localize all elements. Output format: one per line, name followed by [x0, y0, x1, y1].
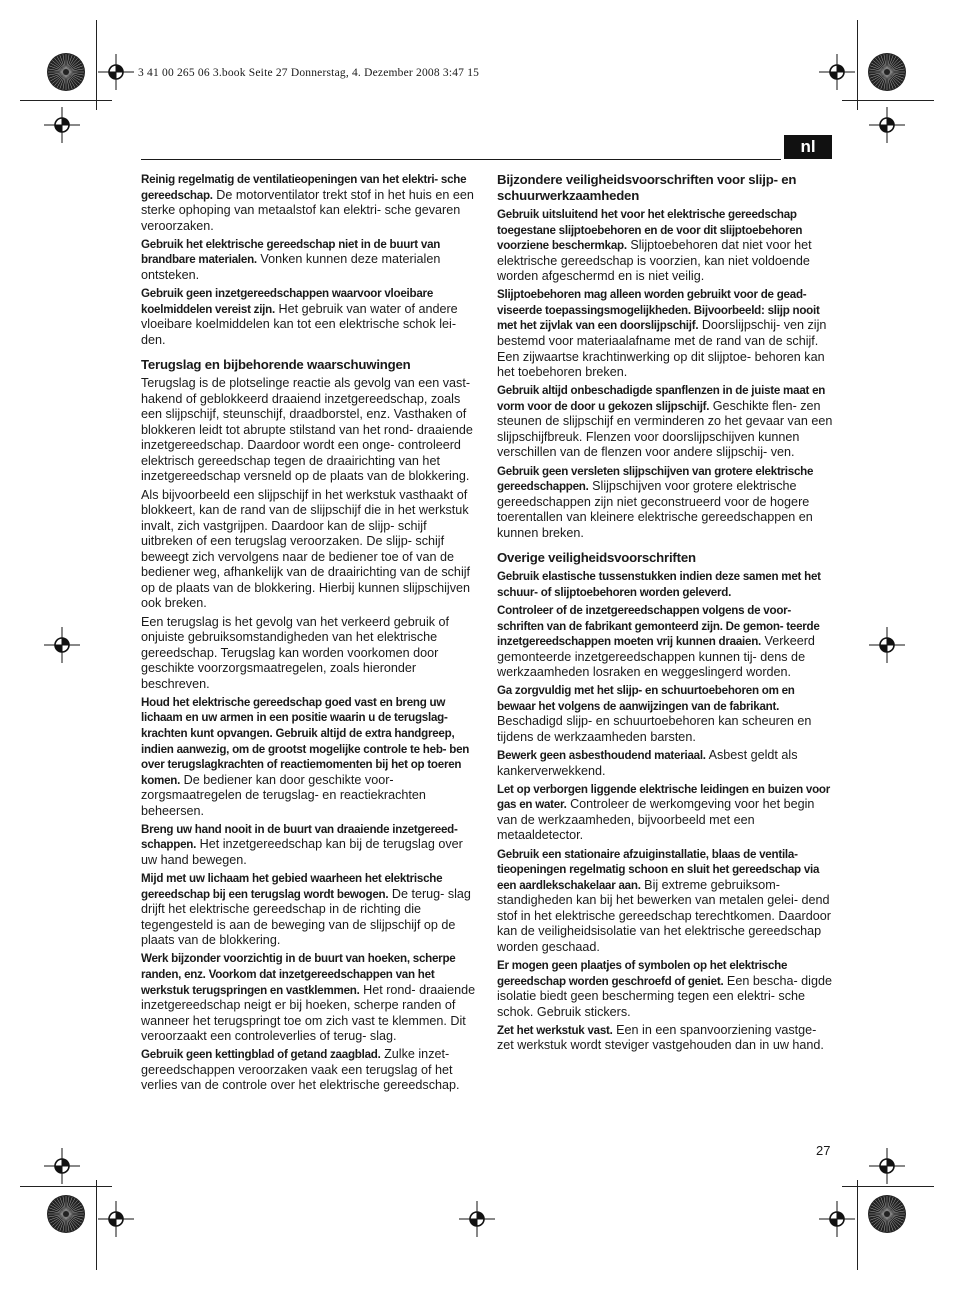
paragraph	[497, 683, 834, 745]
paragraph	[141, 172, 479, 234]
paragraph-lead: Werk bijzonder voorzichtig in de buurt van hoeken, scherpe randen, enz. Voorkom dat inzetgereedschappen van het werkstuk terugspringen en vastklemmen.	[141, 952, 456, 997]
paragraph	[141, 871, 479, 949]
paragraph-lead: Gebruik uitsluitend het voor het elektrische gereedschap toegestane slijptoebehoren en de voor dit slijptoebehoren voorziene beschermkap.	[497, 208, 803, 253]
paragraph-lead: Houd het elektrische gereedschap goed vast en breng uw lichaam en uw armen in een positie waarin u de terugslag- krachten kunt opvangen. Gebruik altijd de extra handgreep, indien aanwezig, om de grootst mogelijke controle te heb- ben over terugslagkrachten of reactiemomenten bij het op toeren komen.	[141, 695, 470, 787]
page-number: 27	[816, 1143, 831, 1158]
paragraph-body: Terugslag is de plotselinge reactie als gevolg van een vast- hakend of geblokkeerd draaiend inzetgereedschap, zoals een slijpschijf, steunschijf, draadborstel, enz. Vasthaken of blokkeren leidt tot abrupte stilstand van het rond- draaiende inzetgereedschap. Daardoor wordt een onge- controleerd elektrisch gereedschap tegen de draairichting van het inzetgereedschap versneld op de plaats van de blokkering.	[141, 376, 473, 484]
paragraph	[141, 822, 479, 869]
paragraph-body: Asbest geldt als kankerverwekkend.	[497, 748, 798, 778]
paragraph-body: De terug- slag drijft het elektrische gereedschap in de richting die tegengesteld is aan de beweging van de slijpschijf op de plaats van de blokkering.	[141, 886, 471, 948]
paragraph	[497, 207, 834, 285]
crop-mark	[842, 100, 934, 101]
paragraph-body: Slijpschijven voor grotere elektrische gereedschappen zijn niet geconstrueerd voor de hogere toerentallen van kleinere elektrische gereedschappen en kunnen breken.	[497, 479, 813, 540]
paragraph	[497, 782, 834, 844]
paragraph	[497, 847, 834, 956]
paragraph-body: Doorslijpschij- ven zijn bestemd voor materiaalafname met de rand van de schijf. Een zijwaartse krachtinwerking op dit slijptoe- behoren kan het toebehoren breken.	[497, 318, 827, 380]
paragraph-lead: Zet het werkstuk vast.	[497, 1023, 613, 1037]
paragraph-body: De motorventilator trekt stof in het huis en een sterke ophoping van metaalstof kan elektri- sche gevaren veroorzaken.	[141, 187, 474, 233]
crop-mark	[20, 1186, 112, 1187]
paragraph	[497, 383, 834, 461]
paragraph	[497, 287, 834, 380]
paragraph-lead: Gebruik het elektrische gereedschap niet in de buurt van brandbare materialen.	[141, 237, 441, 267]
color-starburst-icon	[867, 52, 907, 92]
paragraph-body: Geschikte flen- zen steunen de slijpschijf en verminderen zo het gevaar van een slijpschijfbreuk. Flenzen voor doorslijpschijven kunnen verschillen van de flenzen voor andere slijpschij- ven.	[497, 398, 833, 460]
paragraph-body: Het rond- draaiende inzetgereedschap neigt er bij hoeken, scherpe randen of wanneer het terugspringt toe om zich vast te klemmen. Dit veroorzaakt een controleverlies of terug- slag.	[141, 982, 476, 1044]
header-rule	[141, 159, 781, 160]
section-heading: Overige veiligheidsvoorschriften	[497, 550, 696, 566]
paragraph-lead: Breng uw hand nooit in de buurt van draaiende inzetgereed- schappen.	[141, 822, 458, 852]
left-column	[141, 172, 479, 1097]
paragraph-lead: Bewerk geen asbesthoudend materiaal.	[497, 749, 706, 763]
crop-mark	[96, 20, 97, 110]
paragraph	[141, 237, 479, 284]
paragraph	[141, 488, 479, 612]
paragraph-body: Beschadigd slijp- en schuurtoebehoren kan scheuren en tijdens de werkzaamheden barsten.	[497, 714, 812, 744]
paragraph	[141, 376, 479, 485]
registration-crosshair-icon	[42, 625, 82, 665]
crop-mark	[20, 100, 112, 101]
paragraph-body: Het inzetgereedschap kan bij de terugslag over uw hand bewegen.	[141, 837, 463, 867]
section-heading: Bijzondere veiligheidsvoorschriften voor slijp- en schuurwerkzaamheden	[497, 172, 797, 203]
paragraph-lead: Gebruik een stationaire afzuiginstallatie, blaas de ventila- tieopeningen regelmatig schoon en sluit het gereedschap via een aardlekschakelaar aan.	[497, 847, 820, 892]
registration-crosshair-icon	[96, 52, 136, 92]
paragraph-body: Bij extreme gebruiksom- standigheden kan bij het bewerken van metalen gelei- dend stof in het elektrische gereedschap terechtkomen. Daardoor kan de veiligheidsisolatie van het elektrische gereedschap worden geschaad.	[497, 877, 831, 954]
paragraph	[141, 286, 479, 348]
paragraph	[141, 695, 479, 819]
paragraph-lead: Er mogen geen plaatjes of symbolen op het elektrische gereedschap worden geschroefd of geniet.	[497, 958, 788, 988]
paragraph	[497, 464, 834, 542]
paragraph-body: Vonken kunnen deze materialen ontsteken.	[141, 252, 441, 282]
paragraph-lead: Mijd met uw lichaam het gebied waarheen het elektrische gereedschap bij een terugslag wordt bewogen.	[141, 872, 443, 901]
paragraph-body: Als bijvoorbeeld een slijpschijf in het werkstuk vasthaakt of blokkeert, kan de rand van de slijpschijf die in het werkstuk invalt, zich vastgrijpen. Daardoor kan de slijp- schijf uitbreken of een terugslag veroorzaken. De slijp- schijf beweegt zich vervolgens naar de bediener toe of van de bediener weg, afhankelijk van de draairichting van de schijf op de plaats van de blokkering. Hierbij kunnen slijpschijven ook breken.	[141, 487, 471, 611]
paragraph	[497, 569, 834, 600]
paragraph-body: Slijptoebehoren dat niet voor het elektrische gereedschap is voorzien, kan niet voldoende worden afgeschermd en is niet veilig.	[497, 238, 812, 284]
paragraph	[497, 958, 834, 1020]
paragraph-lead: Gebruik elastische tussenstukken indien deze samen met het schuur- of slijptoebehoren worden geleverd.	[497, 570, 821, 599]
paragraph-lead: Gebruik geen versleten slijpschijven van grotere elektrische gereedschappen.	[497, 464, 814, 494]
paragraph-lead: Gebruik altijd onbeschadigde spanflenzen in de juiste maat en vorm voor de door u gekozen slijpschijf.	[497, 384, 826, 413]
registration-crosshair-icon	[457, 1199, 497, 1239]
paragraph-lead: Controleer of de inzetgereedschappen volgens de voor- schriften van de fabrikant gemonteerd zijn. De gemon- teerde inzetgereedschappen moeten vrij kunnen draaien.	[497, 603, 820, 649]
paragraph-lead: Gebruik geen inzetgereedschappen waarvoor vloeibare koelmiddelen vereist zijn.	[141, 287, 434, 316]
paragraph	[141, 615, 479, 693]
crop-mark	[96, 1180, 97, 1270]
registration-crosshair-icon	[42, 105, 82, 145]
paragraph	[141, 951, 479, 1044]
paragraph-lead: Gebruik geen kettingblad of getand zaagblad.	[141, 1048, 381, 1062]
paragraph-body: De bediener kan door geschikte voor- zorgsmaatregelen de terugslag- en reactiekrachten beheersen.	[141, 772, 426, 818]
right-column	[497, 172, 834, 1056]
paragraph-lead: Slijptoebehoren mag alleen worden gebruikt voor de gead- viseerde toepassingsmogelijkheden. Bijvoorbeeld: slijp nooit met het zijvlak van een doorslijpschijf.	[497, 288, 820, 333]
registration-crosshair-icon	[817, 52, 857, 92]
color-starburst-icon	[46, 1194, 86, 1234]
crop-mark	[842, 1186, 934, 1187]
crop-mark	[857, 1180, 858, 1270]
color-starburst-icon	[867, 1194, 907, 1234]
print-info-header: 3 41 00 265 06 3.book Seite 27 Donnerstag, 4. Dezember 2008 3:47 15	[138, 67, 480, 79]
paragraph	[497, 1023, 834, 1054]
paragraph-body: Een in een spanvoorziening vastge- zet werkstuk wordt steviger vastgehouden dan in uw hand.	[497, 1022, 824, 1053]
paragraph-body: Zulke inzet- gereedschappen veroorzaken vaak een terugslag of het verlies van de controle over het elektrische gereedschap.	[141, 1047, 460, 1093]
paragraph	[497, 603, 834, 681]
paragraph-body: Een terugslag is het gevolg van het verkeerd gebruik of onjuiste gebruiksomstandigheden van het elektrische gereedschap. Terugslag kan worden voorkomen door geschikte voorzorgsmaatregelen, zoals hieronder beschreven.	[141, 614, 450, 691]
registration-crosshair-icon	[42, 1146, 82, 1186]
paragraph-body: Verkeerd gemonteerde inzetgereedschappen kunnen tij- dens de werkzaamheden losraken en weggeslingerd worden.	[497, 634, 815, 680]
paragraph-body: Controleer de werkomgeving voor het begin van de werkzaamheden, bijvoorbeeld met een metaaldetector.	[497, 797, 815, 843]
crop-mark	[857, 20, 858, 110]
paragraph-lead: Ga zorgvuldig met het slijp- en schuurtoebehoren om en bewaar het volgens de aanwijzingen van de fabrikant.	[497, 684, 795, 713]
registration-crosshair-icon	[867, 625, 907, 665]
registration-crosshair-icon	[96, 1199, 136, 1239]
paragraph-body: Een bescha- digde isolatie biedt geen bescherming tegen een elektri- sche schok. Gebruik stickers.	[497, 973, 832, 1019]
registration-crosshair-icon	[817, 1199, 857, 1239]
paragraph-lead: Let op verborgen liggende elektrische leidingen en buizen voor gas en water.	[497, 782, 831, 812]
registration-crosshair-icon	[867, 1146, 907, 1186]
language-badge: nl	[784, 135, 832, 159]
color-starburst-icon	[46, 52, 86, 92]
section-heading: Terugslag en bijbehorende waarschuwingen	[141, 357, 411, 373]
paragraph-lead: Reinig regelmatig de ventilatieopeningen van het elektri- sche gereedschap.	[141, 173, 467, 202]
paragraph	[141, 1047, 479, 1094]
paragraph	[497, 748, 834, 779]
paragraph-body: Het gebruik van water of andere vloeibare koelmiddelen kan tot een elektrische schok lei- den.	[141, 301, 458, 347]
registration-crosshair-icon	[867, 105, 907, 145]
